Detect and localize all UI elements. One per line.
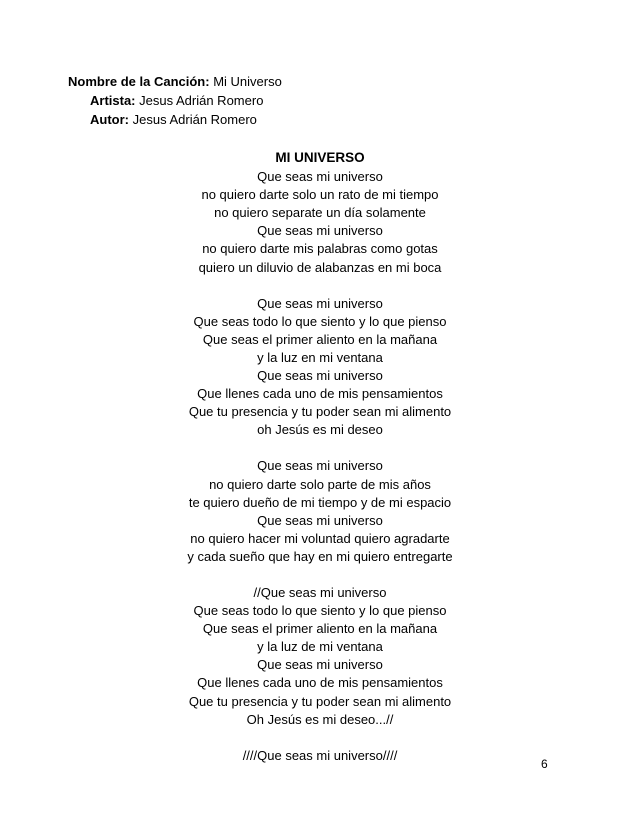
author-value: Jesus Adrián Romero [132,112,257,127]
page-number: 6 [541,757,548,771]
lyric-line: oh Jesús es mi deseo [257,422,383,438]
lyric-line: Que llenes cada uno de mis pensamientos [197,386,443,402]
lyric-line: Que seas mi universo [257,223,383,239]
stanza [120,457,520,566]
artist-label: Artista: [90,93,136,108]
lyric-line: y cada sueño que hay en mi quiero entregarte [187,548,453,564]
lyric-line: Que tu presencia y tu poder sean mi alimento [188,693,452,709]
lyric-line: te quiero dueño de mi tiempo y de mi espacio [188,494,452,510]
lyric-line: y la luz en mi ventana [257,349,383,365]
song-name-value: Mi Universo [213,74,282,89]
song-metadata [68,72,282,129]
stanza-gap [120,277,520,295]
song-lyrics [120,149,520,765]
author-row [68,110,282,129]
song-name-label: Nombre de la Canción: [68,74,210,89]
lyric-line: no quiero darte solo un rato de mi tiempo [201,187,439,203]
lyric-line: Que seas mi universo [257,169,383,185]
lyric-line: Que seas mi universo [257,512,383,528]
lyric-line: y la luz de mi ventana [257,639,383,655]
lyric-line: Oh Jesús es mi deseo...// [246,711,394,727]
lyric-line: Que llenes cada uno de mis pensamientos [197,675,443,691]
lyric-line: Que seas todo lo que siento y lo que pienso [193,603,447,619]
lyric-line: quiero un diluvio de alabanzas en mi boca [198,259,442,275]
lyric-line: no quiero separate un día solamente [214,205,426,221]
stanza [120,584,520,729]
lyric-line: Que seas el primer aliento en la mañana [202,621,438,637]
lyric-line: Que seas mi universo [257,458,383,474]
stanza-gap [120,566,520,584]
artist-row [68,91,282,110]
lyric-line: ////Que seas mi universo//// [242,747,398,763]
lyric-line: Que seas todo lo que siento y lo que pienso [193,313,447,329]
lyric-line: no quiero darte solo parte de mis años [209,476,431,492]
author-label: Autor: [90,112,129,127]
stanza-gap [120,729,520,747]
stanza [120,747,520,765]
lyric-line: no quiero darte mis palabras como gotas [202,241,438,257]
song-name-row [68,72,282,91]
lyric-line: Que seas el primer aliento en la mañana [202,331,438,347]
lyric-line: no quiero hacer mi voluntad quiero agradarte [190,530,450,546]
lyric-line: Que seas mi universo [257,368,383,384]
song-title: MI UNIVERSO [275,150,365,165]
stanza [120,168,520,277]
lyric-line: Que tu presencia y tu poder sean mi alimento [188,404,452,420]
stanza [120,295,520,440]
lyric-line: Que seas mi universo [257,657,383,673]
lyric-line: //Que seas mi universo [253,584,387,600]
stanza-gap [120,439,520,457]
lyric-line: Que seas mi universo [257,295,383,311]
artist-value: Jesus Adrián Romero [139,93,264,108]
